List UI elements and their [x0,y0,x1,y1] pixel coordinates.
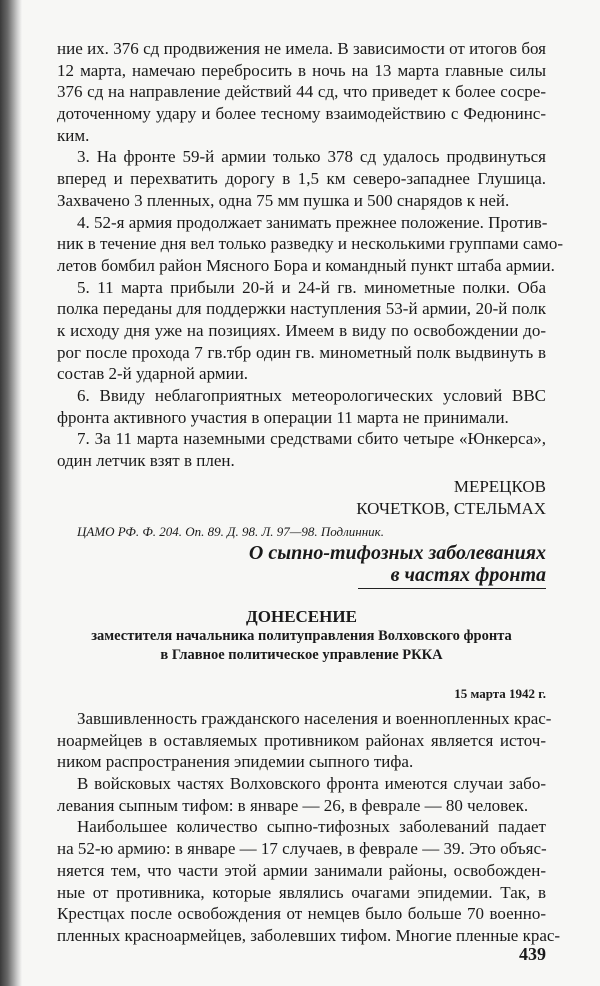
section-heading-line: О сыпно-тифозных заболеваниях [248,542,546,564]
text-line: В войсковых частях Волховского фронта имеются случаи забо- [77,774,546,794]
text-line: няется тем, что части этой армии занимали районы, освобожден- [57,860,546,880]
text-line: летов бомбил район Мясного Бора и командный пункт штаба армии. [57,255,555,275]
signature-block [57,476,546,520]
text-line: рог после прохода 7 гв.тбр один гв. минометный полк выдвинуть в [57,342,546,362]
text-line: ником распространения эпидемии сыпного тифа. [57,752,414,772]
signature-line: КОЧЕТКОВ, СТЕЛЬМАХ [356,499,546,518]
text-line: состав 2-й ударной армии. [57,364,249,384]
subtitle-line: заместителя начальника политуправления Волховского фронта [91,628,512,644]
text-line: ноармейцев в оставляемых противником районах является источ- [57,730,546,750]
text-line: 7. За 11 марта наземными средствами сбито четыре «Юнкерса», [77,429,546,449]
section-heading [57,542,546,586]
text-line: 12 марта, намечаю перебросить в ночь на 13 марта главные силы [57,60,546,80]
archive-source: ЦАМО РФ. Ф. 204. Оп. 89. Д. 98. Л. 97—98. Подлинник. [77,524,385,539]
text-line: Наибольшее количество сыпно-тифозных заболеваний падает [77,817,546,837]
text-line: Захвачено 3 пленных, одна 75 мм пушка и 500 снарядов к ней. [57,190,510,210]
signature-line: МЕРЕЦКОВ [453,477,546,496]
section-heading-line: в частях фронта [390,564,546,586]
document-subtitle [57,627,546,665]
text-line: 6. Ввиду неблагоприятных метеорологических условий ВВС [77,386,546,405]
text-line: 4. 52-я армия продолжает занимать прежнее положение. Против- [77,212,548,232]
text-line: ные от противника, которые являлись очагами эпидемии. Так, в [57,882,546,902]
document-date: 15 марта 1942 г. [454,686,546,701]
heading-underline [358,588,546,589]
subtitle-line: в Главное политическое управление РККА [160,647,443,663]
text-line: доточенному удару и более тесному взаимодействию с Федюнинс- [57,104,546,124]
text-line: пленных красноармейцев, заболевших тифом. Многие пленные крас- [57,925,561,945]
text-line: вперед и перехватить дорогу в 1,5 км северо-западнее Глушица. [57,169,546,189]
scan-edge-shadow [0,0,22,986]
page-number: 439 [519,944,546,964]
text-line: фронта активного участия в операции 11 марта не принимали. [57,407,509,427]
document-title: ДОНЕСЕНИЕ [246,607,357,626]
report-continuation-text [57,38,564,472]
text-line: ким. [57,125,90,145]
text-line: Крестцах после освобождения от немцев было больше 70 военно- [57,904,546,924]
report-body-text [57,708,561,947]
text-line: ник в течение дня вел только разведку и несколькими группами само- [57,234,564,254]
text-line: 376 сд на направление действий 44 сд, что приведет к более сосре- [57,82,546,102]
text-line: 3. На фронте 59-й армии только 378 сд удалось продвинуться [77,147,546,167]
text-line: ние их. 376 сд продвижения не имела. В зависимости от итогов боя [57,39,546,58]
text-line: левания сыпным тифом: в январе — 26, в феврале — 80 человек. [57,795,529,815]
text-line: на 52-ю армию: в январе — 17 случаев, в феврале — 39. Это объяс- [57,839,547,859]
text-line: полка переданы для поддержки наступления 53-й армии, 20-й полк [57,299,546,319]
text-line: к исходу дня уже на позициях. Имеем в виду по освобождении до- [57,320,546,340]
text-line: Завшивленность гражданского населения и военнопленных крас- [77,709,552,728]
text-line: один летчик взят в плен. [57,451,235,471]
text-line: 5. 11 марта прибыли 20-й и 24-й гв. минометные полки. Оба [77,277,546,297]
